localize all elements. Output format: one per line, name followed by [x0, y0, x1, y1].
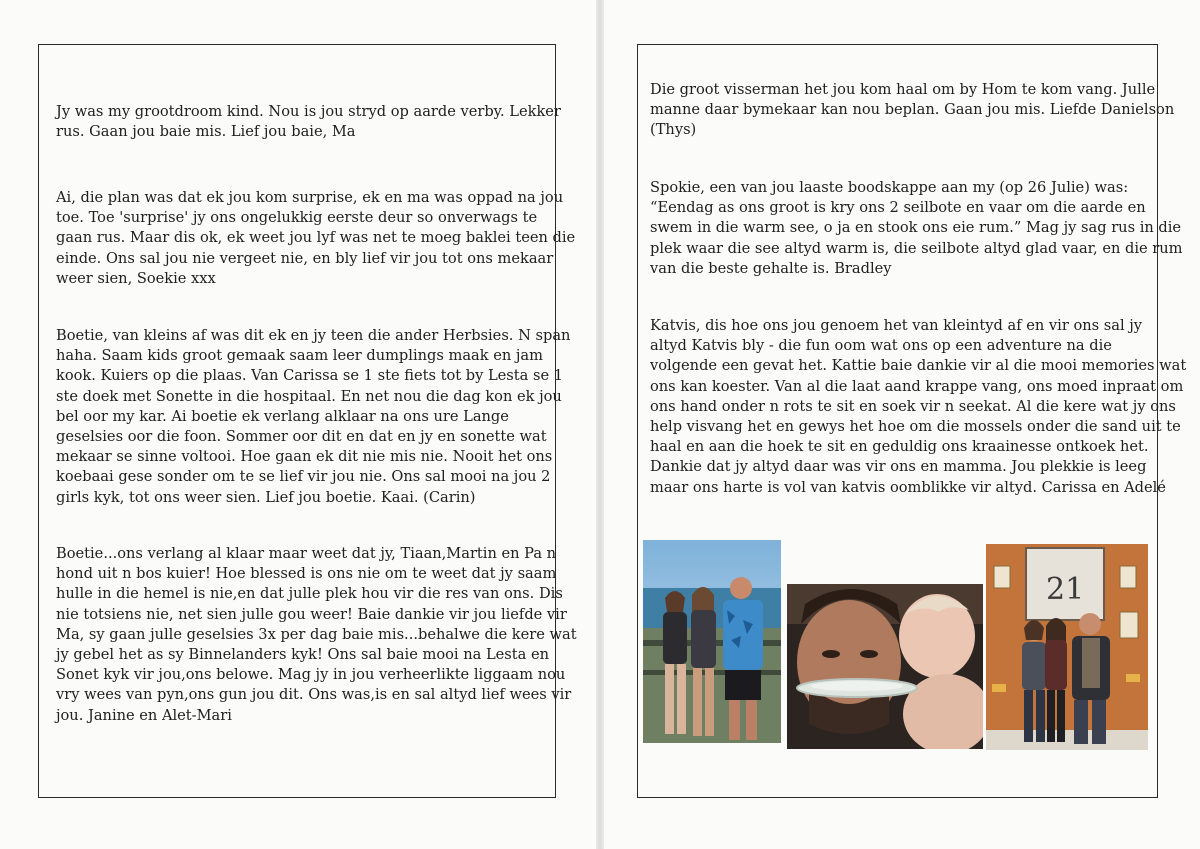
tribute-message-janine-alet-mari: Boetie...ons verlang al klaar maar weet dat jy, Tiaan,Martin en Pa n hond uit n bos kuier! Hoe blessed is ons nie om te weet dat jy saam hulle in die hemel is nie,en dat julle plek hou vir die res van ons. Dis nie totsiens nie, net sien julle gou weer! Baie dankie vir jou liefde vir Ma, sy gaan julle geselsies 3x per dag baie mis...behalwe die kere wat jy gebel het as sy Binnelanders kyk! Ons sal baie mooi na Lesta en Sonet kyk vir jou,ons belowe. Mag jy in jou verheerlikte liggaam nou vry wees van pyn,ons gun jou dit. Ons was,is en sal altyd lief wees vir jou. Janine en Alet-Mari [56, 545, 577, 724]
man-with-toddler-photo [787, 584, 983, 749]
tribute-message-carissa-adele: Katvis, dis hoe ons jou genoem het van kleintyd af en vir ons sal jy altyd Katvis bly - die fun oom wat ons op een adventure na die volgende een gevat het. Kattie baie dankie vir al die mooi memories wat ons kan koester. Van al die laat aand krappe vang, ons moed inpraat om ons hand onder n rots te sit en soek vir n seekat. Al die kere wat jy ons help visvang het en gewys het hoe om die mossels onder die sand uit te haal en aan die hoek te sit en geduldig ons kraainesse ontkoek het. Dankie dat jy altyd daar was vir ons en mamma. Jou plekkie is leeg maar ons harte is vol van katvis oomblikke vir altyd. Carissa en Adelé [650, 317, 1187, 496]
page-fold [596, 0, 604, 849]
tribute-message-bradley: Spokie, een van jou laaste boodskappe aan my (op 26 Julie) was: “Eendag as ons groot is kry ons 2 seilbote en vaar om die aarde en swem in die warm see, o ja en stook ons eie rum.” Mag jy sag rus in die plek waar die see altyd warm is, die seilbote altyd glad vaar, en die rum van die beste gehalte is. Bradley [650, 179, 1183, 277]
tribute-message-ma: Jy was my grootdroom kind. Nou is jou stryd op aarde verby. Lekker rus. Gaan jou baie mis. Lief jou baie, Ma [56, 103, 561, 141]
birthday-21-photo [986, 544, 1148, 750]
tribute-message-soekie: Ai, die plan was dat ek jou kom surprise, ek en ma was oppad na jou toe. Toe 'surprise' jy ons ongelukkig eerste deur so onverwags te gaan rus. Maar dis ok, ek weet jou lyf was net te moeg baklei teen die einde. Ons sal jou nie vergeet nie, en bly lief vir jou tot ons mekaar weer sien, Soekie xxx [56, 189, 576, 287]
birthday-21-sign-text: 21 [1046, 572, 1085, 607]
family-beach-photo [643, 540, 781, 743]
tribute-message-carin: Boetie, van kleins af was dit ek en jy teen die ander Herbsies. N span haha. Saam kids groot gemaak saam leer dumplings maak en jam kook. Kuiers op die plaas. Van Carissa se 1 ste fiets tot by Lesta se 1 ste doek met Sonette in die hospitaal. En net nou die dag kon ek jou bel oor my kar. Ai boetie ek verlang alklaar na ons ure Lange geselsies oor die foon. Sommer oor dit en dat en jy en sonette wat mekaar se sinne voltooi. Hoe gaan ek dit nie mis nie. Nooit het ons koebaai gese sonder om te se lief vir jou nie. Ons sal mooi na jou 2 girls kyk, tot ons weer sien. Lief jou boetie. Kaai. (Carin) [56, 327, 571, 506]
tribute-message-danielson: Die groot visserman het jou kom haal om by Hom te kom vang. Julle manne daar bymekaar kan nou beplan. Gaan jou mis. Liefde Danielson (Thys) [650, 81, 1175, 139]
